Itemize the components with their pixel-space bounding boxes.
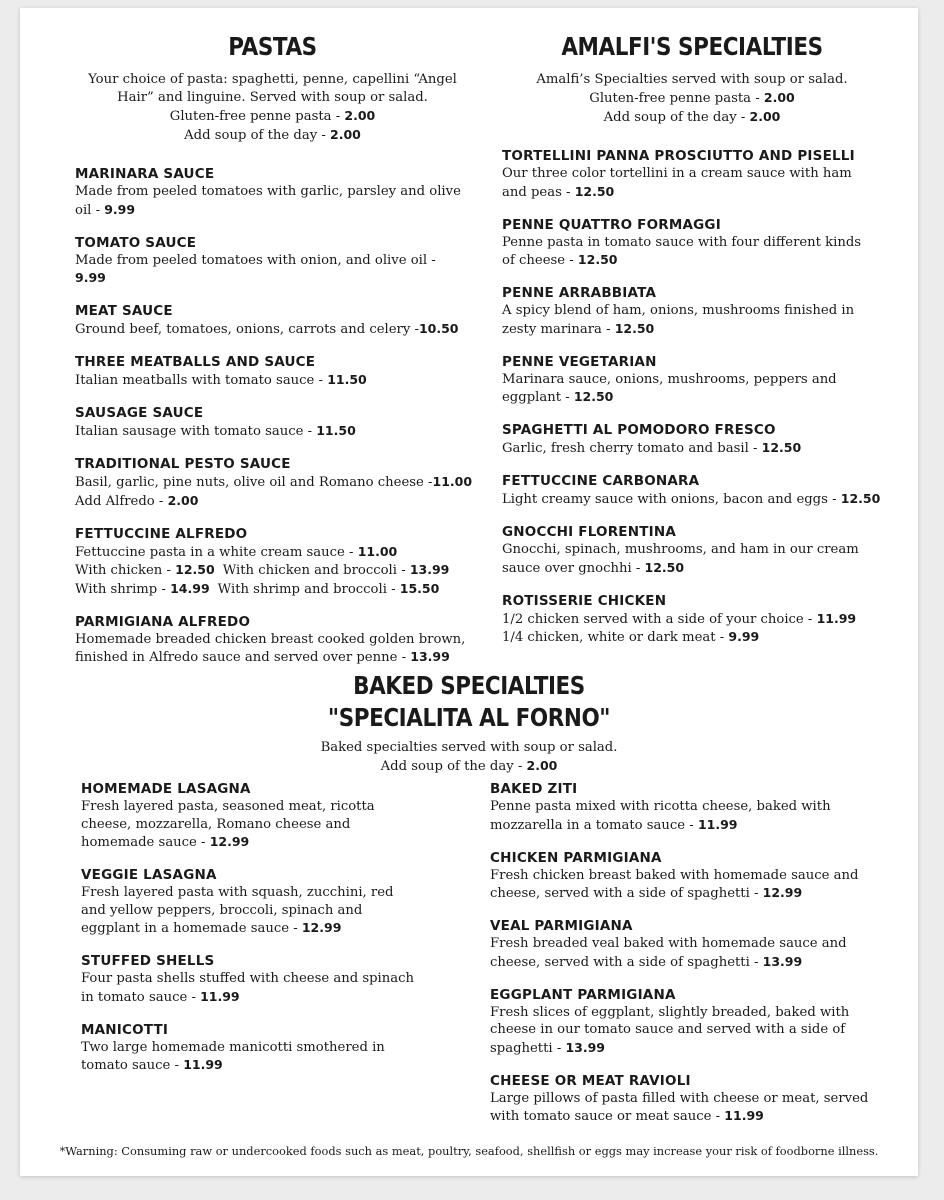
- item-name: TOMATO SAUCE: [75, 234, 197, 251]
- item-name: FETTUCCINE CARBONARA: [502, 473, 700, 489]
- item-description: Our three color tortellini in a cream sauce with ham: [502, 166, 852, 181]
- item-name: GNOCCHI FLORENTINA: [502, 524, 677, 540]
- item-description: Italian sausage with tomato sauce - 11.50: [75, 423, 356, 439]
- menu-item-tortellini: TORTELLINI PANNA PROSCIUTTO AND PISELLI Our three color tortellini in a cream sauce with ham and peas - 12.50: [502, 147, 882, 201]
- item-price: 9.99: [75, 270, 106, 285]
- item-price: 12.50: [574, 183, 615, 199]
- item-description: 1/2 chicken served with a side of your choice - 11.99: [502, 610, 857, 627]
- item-price: 11.99: [183, 1057, 223, 1072]
- menu-item-stuffed-shells: STUFFED SHELLS Four pasta shells stuffed with cheese and spinach in tomato sauce - 11.99: [81, 952, 461, 1006]
- item-price: 12.50: [761, 440, 802, 455]
- amalfi-intro: [502, 71, 882, 127]
- item-name: STUFFED SHELLS: [81, 953, 215, 969]
- menu-item-eggplant-parmigiana: EGGPLANT PARMIGIANA Fresh slices of eggplant, slightly breaded, baked with cheese in our tomato sauce and served with a side of spaghetti - 13.99: [490, 986, 890, 1058]
- item-price: 11.99: [724, 1108, 764, 1123]
- amalfi-intro-line: Amalfi’s Specialties served with soup or salad.: [536, 72, 848, 87]
- item-price: 12.50: [573, 389, 614, 404]
- menu-item-gnocchi-florentina: GNOCCHI FLORENTINA Gnocchi, spinach, mushrooms, and ham in our cream sauce over gnochhi - 12.50: [502, 523, 882, 577]
- item-name: MANICOTTI: [81, 1021, 169, 1038]
- item-description: Fettuccine pasta in a white cream sauce - 11.00: [75, 543, 398, 560]
- menu-item-baked-ziti: BAKED ZITI Penne pasta mixed with ricotta cheese, baked with mozzarella in a tomato sauce - 11.99: [490, 780, 890, 834]
- menu-item-penne-arrabbiata: PENNE ARRABBIATA A spicy blend of ham, onions, mushrooms finished in zesty marinara - 12.50: [502, 284, 882, 338]
- menu-item-homemade-lasagna: HOMEMADE LASAGNA Fresh layered pasta, seasoned meat, ricotta cheese, mozzarella, Romano cheese and homemade sauce - 12.99: [81, 780, 461, 852]
- menu-item-meat-sauce: [75, 302, 470, 339]
- pastas-intro-line: Hair” and linguine. Served with soup or salad.: [117, 90, 428, 105]
- menu-item-fettuccine-alfredo: [75, 525, 470, 599]
- amalfi-soup-note: Add soup of the day - 2.00: [603, 109, 781, 125]
- item-price: 12.99: [762, 885, 803, 900]
- baked-subheading: "SPECIALITA AL FORNO": [327, 703, 611, 732]
- item-name: PENNE QUATTRO FORMAGGI: [502, 216, 721, 233]
- menu-item-pesto-sauce: [75, 455, 473, 510]
- item-name: ROTISSERIE CHICKEN: [502, 592, 667, 609]
- item-description: Basil, garlic, pine nuts, olive oil and Romano cheese -11.00: [75, 474, 473, 490]
- menu-item-spaghetti-pomodoro: [502, 421, 882, 458]
- item-price: 11.99: [200, 988, 240, 1004]
- amalfi-heading: AMALFI'S SPECIALTIES: [561, 32, 823, 61]
- menu-item-fettuccine-carbonara: [502, 472, 882, 509]
- item-price: 11.50: [316, 423, 356, 438]
- baked-specialties-header: [20, 670, 918, 776]
- item-name: MARINARA SAUCE: [75, 166, 215, 182]
- item-name: TRADITIONAL PESTO SAUCE: [75, 456, 291, 472]
- item-price: 12.50: [614, 320, 655, 336]
- pastas-section: [75, 31, 473, 681]
- item-name: FETTUCCINE ALFREDO: [75, 525, 248, 542]
- menu-item-three-meatballs: [75, 353, 470, 390]
- baked-right-column: [490, 780, 890, 1140]
- item-description: Marinara sauce, onions, mushrooms, peppers and: [502, 371, 837, 387]
- item-price: 11.99: [697, 816, 738, 832]
- item-description: Light creamy sauce with onions, bacon and eggs - 12.50: [502, 491, 881, 507]
- item-name: HOMEMADE LASAGNA: [81, 781, 251, 797]
- item-description: A spicy blend of ham, onions, mushrooms finished in: [502, 303, 855, 318]
- amalfi-specialties-section: [502, 31, 882, 661]
- item-options: 1/4 chicken, white or dark meat - 9.99: [502, 629, 760, 645]
- menu-item-veggie-lasagna: VEGGIE LASAGNA Fresh layered pasta with squash, zucchini, red and yellow peppers, broccoli, spinach and eggplant in a homemade sauce - 12.99: [81, 866, 461, 938]
- item-name: TORTELLINI PANNA PROSCIUTTO AND PISELLI: [502, 148, 855, 164]
- item-description: Italian meatballs with tomato sauce - 11.50: [75, 372, 367, 388]
- item-name: THREE MEATBALLS AND SAUCE: [75, 354, 316, 370]
- item-name: BAKED ZITI: [490, 781, 578, 797]
- pastas-heading: PASTAS: [228, 32, 317, 61]
- menu-item-parmigiana-alfredo: PARMIGIANA ALFREDO Homemade breaded chicken breast cooked golden brown, finished in Alfredo sauce and served over penne - 13.99: [75, 613, 470, 667]
- item-options: With chicken - 12.50 With chicken and broccoli - 13.99: [75, 562, 450, 578]
- item-description: Garlic, fresh cherry tomato and basil - 12.50: [502, 440, 802, 456]
- item-description: Made from peeled tomatoes with onion, and olive oil -: [75, 252, 436, 268]
- menu-item-rotisserie-chicken: [502, 592, 882, 647]
- item-name: SPAGHETTI AL POMODORO FRESCO: [502, 422, 776, 438]
- item-price: 11.99: [816, 610, 857, 626]
- menu-item-penne-quattro-formaggi: PENNE QUATTRO FORMAGGI Penne pasta in tomato sauce with four different kinds of cheese - 12.50: [502, 216, 882, 270]
- menu-item-veal-parmigiana: VEAL PARMIGIANA Fresh breaded veal baked with homemade sauce and cheese, served with a side of spaghetti - 13.99: [490, 917, 890, 971]
- pastas-gluten-free-note: Gluten-free penne pasta - 2.00: [169, 108, 376, 124]
- item-price: 9.99: [104, 201, 136, 217]
- amalfi-gluten-free-note: Gluten-free penne pasta - 2.00: [589, 90, 795, 106]
- item-name: CHEESE OR MEAT RAVIOLI: [490, 1072, 691, 1089]
- menu-item-chicken-parmigiana: CHICKEN PARMIGIANA Fresh chicken breast baked with homemade sauce and cheese, served with a side of spaghetti - 12.99: [490, 849, 890, 903]
- item-price: 12.99: [209, 834, 250, 849]
- item-price: 13.99: [762, 953, 803, 969]
- item-options: With shrimp - 14.99 With shrimp and broccoli - 15.50: [75, 580, 440, 597]
- item-price: 11.00: [357, 543, 398, 559]
- menu-item-manicotti: MANICOTTI Two large homemade manicotti smothered in tomato sauce - 11.99: [81, 1021, 461, 1075]
- pastas-intro-line: Your choice of pasta: spaghetti, penne, capellini “Angel: [88, 72, 457, 87]
- item-price: 12.50: [644, 559, 685, 575]
- item-name: VEGGIE LASAGNA: [81, 867, 217, 883]
- pastas-intro: [75, 71, 470, 145]
- item-price: 13.99: [565, 1039, 606, 1055]
- item-name: EGGPLANT PARMIGIANA: [490, 986, 676, 1003]
- item-name: VEAL PARMIGIANA: [490, 918, 633, 934]
- item-description: Made from peeled tomatoes with garlic, parsley and olive: [75, 184, 461, 199]
- pastas-soup-note: Add soup of the day - 2.00: [184, 127, 361, 143]
- item-description: Homemade breaded chicken breast cooked golden brown,: [75, 631, 466, 647]
- item-name: SAUSAGE SAUCE: [75, 405, 204, 421]
- item-description: Penne pasta in tomato sauce with four different kinds: [502, 234, 862, 250]
- menu-item-tomato-sauce: [75, 234, 470, 288]
- item-price: 10.50: [418, 321, 459, 336]
- item-name: PENNE VEGETARIAN: [502, 353, 657, 370]
- item-price: 11.50: [327, 372, 367, 387]
- baked-soup-note: Add soup of the day - 2.00: [380, 758, 558, 774]
- item-price: 12.99: [301, 920, 342, 935]
- item-price: 12.50: [577, 252, 618, 267]
- baked-left-column: [81, 780, 461, 1089]
- item-name: CHICKEN PARMIGIANA: [490, 849, 662, 866]
- menu-page: [20, 8, 918, 1176]
- item-name: PENNE ARRABBIATA: [502, 285, 657, 301]
- item-description: Ground beef, tomatoes, onions, carrots and celery -10.50: [75, 321, 459, 337]
- menu-item-sausage-sauce: [75, 404, 470, 441]
- item-price: 12.50: [840, 491, 881, 506]
- baked-heading: BAKED SPECIALTIES: [353, 671, 585, 700]
- menu-item-penne-vegetarian: PENNE VEGETARIAN Marinara sauce, onions, mushrooms, peppers and eggplant - 12.50: [502, 353, 882, 407]
- baked-intro: Baked specialties served with soup or salad. Add soup of the day - 2.00: [20, 739, 918, 776]
- food-safety-warning: *Warning: Consuming raw or undercooked foods such as meat, poultry, seafood, shellfish or eggs may increase your risk of foodborne illness.: [59, 1144, 879, 1158]
- menu-item-marinara-sauce: MARINARA SAUCE Made from peeled tomatoes with garlic, parsley and olive oil - 9.99: [75, 165, 470, 219]
- item-price: 11.00: [432, 474, 473, 489]
- item-addon: Add Alfredo - 2.00: [75, 492, 199, 509]
- item-description: Gnocchi, spinach, mushrooms, and ham in our cream: [502, 542, 859, 557]
- item-name: PARMIGIANA ALFREDO: [75, 613, 251, 630]
- menu-item-ravioli: CHEESE OR MEAT RAVIOLI Large pillows of pasta filled with cheese or meat, served with tomato sauce or meat sauce - 11.99: [490, 1072, 890, 1126]
- item-name: MEAT SAUCE: [75, 303, 173, 319]
- item-price: 13.99: [410, 649, 450, 664]
